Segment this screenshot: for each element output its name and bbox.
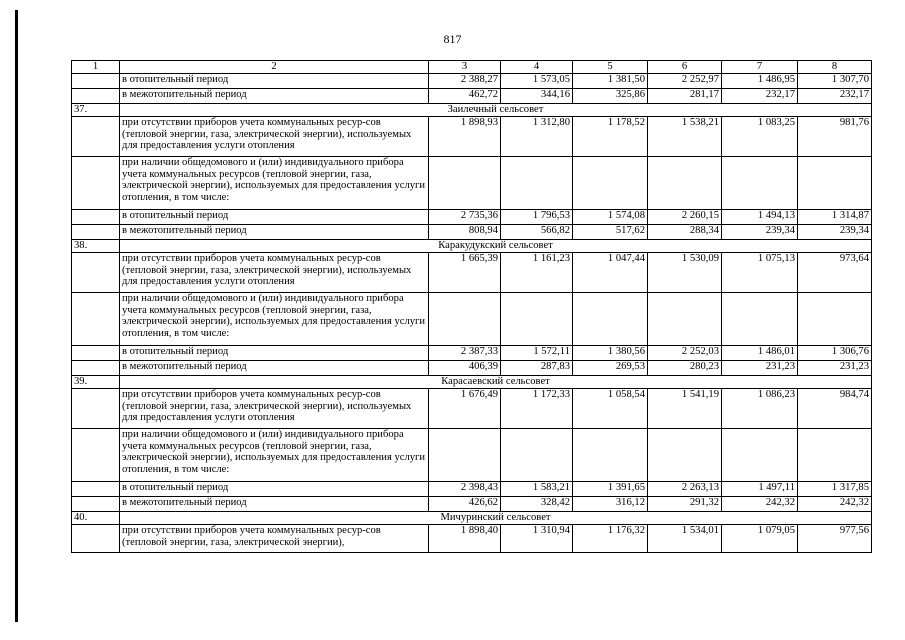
table-row (72, 74, 872, 89)
left-margin-rule (15, 10, 18, 622)
value-cell: 242,32 (722, 497, 798, 512)
value-cell (798, 157, 872, 210)
table-row (72, 210, 872, 225)
row-label: в отопительный период (120, 210, 429, 225)
value-cell: 1 676,49 (429, 389, 501, 429)
value-cell: 1 086,23 (722, 389, 798, 429)
row-number-cell (72, 74, 120, 89)
section-row (72, 376, 872, 389)
section-name: Каракудукский сельсовет (120, 240, 872, 253)
value-cell: 231,23 (722, 361, 798, 376)
column-header: 6 (648, 61, 722, 74)
value-cell: 981,76 (798, 117, 872, 157)
value-cell (648, 293, 722, 346)
value-cell: 1 898,93 (429, 117, 501, 157)
value-cell: 1 161,23 (501, 253, 573, 293)
value-cell: 1 486,95 (722, 74, 798, 89)
value-cell: 1 047,44 (573, 253, 648, 293)
row-label: в отопительный период (120, 346, 429, 361)
value-cell (501, 293, 573, 346)
column-header: 7 (722, 61, 798, 74)
row-label: при наличии общедомового и (или) индивидуального прибора учета коммунальных ресурсов (тепловой энергии, газа, электрической энергии), используемых для предоставления услуги отопления, в том числе: (120, 293, 429, 346)
table-row (72, 117, 872, 157)
value-cell: 1 083,25 (722, 117, 798, 157)
value-cell: 239,34 (798, 225, 872, 240)
value-cell: 232,17 (722, 89, 798, 104)
value-cell: 1 541,19 (648, 389, 722, 429)
value-cell (501, 157, 573, 210)
value-cell: 2 387,33 (429, 346, 501, 361)
column-header: 4 (501, 61, 573, 74)
value-cell (648, 429, 722, 482)
section-number: 37. (72, 104, 120, 117)
value-cell: 426,62 (429, 497, 501, 512)
table-row (72, 293, 872, 346)
value-cell: 1 486,01 (722, 346, 798, 361)
value-cell: 1 796,53 (501, 210, 573, 225)
row-label: при наличии общедомового и (или) индивидуального прибора учета коммунальных ресурсов (тепловой энергии, газа, электрической энергии), используемых для предоставления услуги отопления, в том числе: (120, 429, 429, 482)
value-cell: 1 178,52 (573, 117, 648, 157)
table-row (72, 482, 872, 497)
row-number-cell (72, 293, 120, 346)
value-cell: 1 310,94 (501, 525, 573, 553)
tariff-table (71, 60, 872, 553)
row-label: при отсутствии приборов учета коммунальных ресур-сов (тепловой энергии, газа, электрической энергии), используемых для предоставления услуги отопления (120, 253, 429, 293)
row-number-cell (72, 346, 120, 361)
value-cell: 566,82 (501, 225, 573, 240)
value-cell: 1 572,11 (501, 346, 573, 361)
row-number-cell (72, 497, 120, 512)
value-cell: 1 534,01 (648, 525, 722, 553)
value-cell: 406,39 (429, 361, 501, 376)
value-cell: 288,34 (648, 225, 722, 240)
value-cell (722, 293, 798, 346)
value-cell: 1 317,85 (798, 482, 872, 497)
value-cell: 291,32 (648, 497, 722, 512)
row-label: при отсутствии приборов учета коммунальных ресур-сов (тепловой энергии, газа, электрической энергии), используемых для предоставления услуги отопления (120, 117, 429, 157)
value-cell: 1 530,09 (648, 253, 722, 293)
row-number-cell (72, 361, 120, 376)
value-cell: 232,17 (798, 89, 872, 104)
value-cell: 1 497,11 (722, 482, 798, 497)
value-cell: 517,62 (573, 225, 648, 240)
row-label: в межотопительный период (120, 497, 429, 512)
value-cell: 1 573,05 (501, 74, 573, 89)
section-name: Мичуринский сельсовет (120, 512, 872, 525)
row-number-cell (72, 157, 120, 210)
value-cell: 242,32 (798, 497, 872, 512)
row-number-cell (72, 117, 120, 157)
row-number-cell (72, 210, 120, 225)
value-cell: 2 252,03 (648, 346, 722, 361)
table-row (72, 361, 872, 376)
value-cell: 281,17 (648, 89, 722, 104)
value-cell: 280,23 (648, 361, 722, 376)
section-row (72, 512, 872, 525)
value-cell: 325,86 (573, 89, 648, 104)
value-cell: 1 665,39 (429, 253, 501, 293)
value-cell: 2 260,15 (648, 210, 722, 225)
row-label: при отсутствии приборов учета коммунальных ресур-сов (тепловой энергии, газа, электрической энергии), (120, 525, 429, 553)
value-cell: 287,83 (501, 361, 573, 376)
column-header: 5 (573, 61, 648, 74)
value-cell: 462,72 (429, 89, 501, 104)
value-cell: 808,94 (429, 225, 501, 240)
value-cell: 977,56 (798, 525, 872, 553)
value-cell (648, 157, 722, 210)
value-cell (429, 429, 501, 482)
value-cell: 1 075,13 (722, 253, 798, 293)
value-cell: 984,74 (798, 389, 872, 429)
table-row (72, 525, 872, 553)
table-row (72, 497, 872, 512)
value-cell: 231,23 (798, 361, 872, 376)
section-number: 39. (72, 376, 120, 389)
value-cell: 328,42 (501, 497, 573, 512)
row-number-cell (72, 429, 120, 482)
value-cell: 2 388,27 (429, 74, 501, 89)
row-label: в межотопительный период (120, 361, 429, 376)
column-header: 3 (429, 61, 501, 74)
value-cell: 973,64 (798, 253, 872, 293)
row-label: в межотопительный период (120, 89, 429, 104)
column-header: 2 (120, 61, 429, 74)
row-number-cell (72, 525, 120, 553)
value-cell: 1 381,50 (573, 74, 648, 89)
row-number-cell (72, 89, 120, 104)
row-label: при отсутствии приборов учета коммунальных ресур-сов (тепловой энергии, газа, электрической энергии), используемых для предоставления услуги отопления (120, 389, 429, 429)
column-header: 1 (72, 61, 120, 74)
value-cell: 239,34 (722, 225, 798, 240)
value-cell: 1 314,87 (798, 210, 872, 225)
value-cell: 2 735,36 (429, 210, 501, 225)
header-row (72, 61, 872, 74)
value-cell: 2 252,97 (648, 74, 722, 89)
table-row (72, 89, 872, 104)
section-row (72, 104, 872, 117)
value-cell: 1 079,05 (722, 525, 798, 553)
page-number: 817 (443, 32, 462, 46)
table-row (72, 253, 872, 293)
row-label: в отопительный период (120, 482, 429, 497)
table-row (72, 429, 872, 482)
section-number: 40. (72, 512, 120, 525)
value-cell (798, 293, 872, 346)
value-cell (573, 293, 648, 346)
row-number-cell (72, 225, 120, 240)
value-cell (722, 429, 798, 482)
value-cell (429, 293, 501, 346)
value-cell: 1 538,21 (648, 117, 722, 157)
value-cell (722, 157, 798, 210)
value-cell (429, 157, 501, 210)
value-cell (798, 429, 872, 482)
table-row (72, 346, 872, 361)
section-name: Заилечный сельсовет (120, 104, 872, 117)
value-cell: 1 898,40 (429, 525, 501, 553)
value-cell: 1 172,33 (501, 389, 573, 429)
table-row (72, 225, 872, 240)
value-cell: 269,53 (573, 361, 648, 376)
row-label: при наличии общедомового и (или) индивидуального прибора учета коммунальных ресурсов (тепловой энергии, газа, электрической энергии), используемых для предоставления услуги отопления, в том числе: (120, 157, 429, 210)
value-cell: 1 380,56 (573, 346, 648, 361)
table-row (72, 157, 872, 210)
value-cell: 1 312,80 (501, 117, 573, 157)
value-cell: 2 263,13 (648, 482, 722, 497)
section-name: Карасаевский сельсовет (120, 376, 872, 389)
value-cell (573, 157, 648, 210)
column-header: 8 (798, 61, 872, 74)
value-cell: 1 583,21 (501, 482, 573, 497)
value-cell: 316,12 (573, 497, 648, 512)
value-cell: 1 058,54 (573, 389, 648, 429)
value-cell: 1 307,70 (798, 74, 872, 89)
row-label: в отопительный период (120, 74, 429, 89)
value-cell (573, 429, 648, 482)
section-row (72, 240, 872, 253)
value-cell: 1 574,08 (573, 210, 648, 225)
value-cell: 344,16 (501, 89, 573, 104)
row-label: в межотопительный период (120, 225, 429, 240)
table-row (72, 389, 872, 429)
section-number: 38. (72, 240, 120, 253)
value-cell: 1 176,32 (573, 525, 648, 553)
value-cell: 1 306,76 (798, 346, 872, 361)
value-cell: 2 398,43 (429, 482, 501, 497)
row-number-cell (72, 482, 120, 497)
value-cell: 1 494,13 (722, 210, 798, 225)
value-cell (501, 429, 573, 482)
value-cell: 1 391,65 (573, 482, 648, 497)
row-number-cell (72, 253, 120, 293)
row-number-cell (72, 389, 120, 429)
